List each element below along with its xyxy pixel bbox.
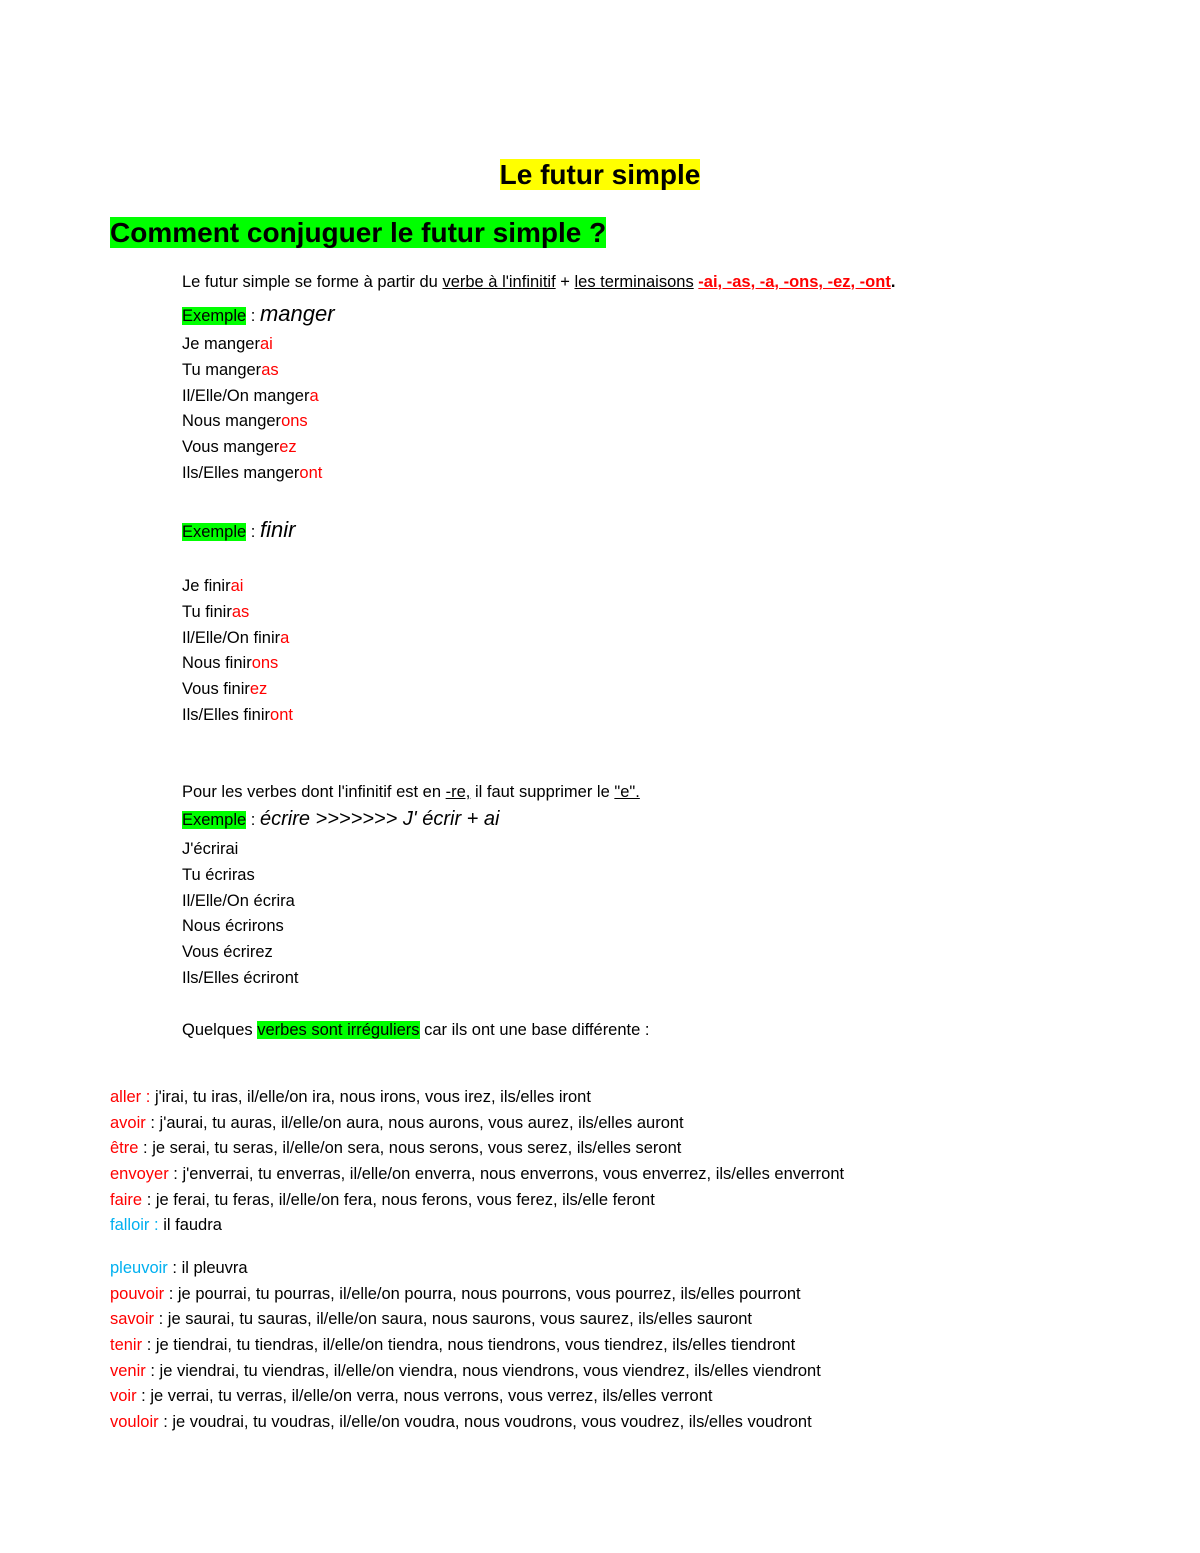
conjugation-row: [182, 436, 297, 458]
conjugation-row: Tu écriras: [182, 866, 255, 884]
conjugation-row: [182, 410, 308, 432]
irregular-verb-row: [110, 1086, 591, 1108]
conjugation-row: [182, 462, 322, 484]
irregular-verb-row: [110, 1334, 795, 1356]
irregular-forms: il faudra: [163, 1216, 222, 1234]
example-manger-heading: [182, 303, 335, 327]
irregular-verb: pleuvoir: [110, 1259, 168, 1277]
conjugation-stem: Je finir: [182, 577, 231, 595]
conjugation-stem: Il/Elle/On finir: [182, 629, 281, 647]
irregular-verb: voir: [110, 1387, 137, 1405]
irregular-forms: j'aurai, tu auras, il/elle/on aura, nous aurons, vous aurez, ils/elles auront: [159, 1114, 684, 1132]
conjugation-ending: ons: [251, 654, 279, 672]
conjugation-stem: Je manger: [182, 335, 260, 353]
irregular-sep: :: [149, 1216, 164, 1234]
irregular-verb-row: [110, 1283, 801, 1305]
conjugation-ending: ont: [299, 464, 323, 482]
irregular-forms: je serai, tu seras, il/elle/on sera, nous serons, vous serez, ils/elles seront: [152, 1139, 682, 1157]
irregular-verb: aller: [110, 1088, 142, 1106]
conjugation-stem: Tu manger: [182, 361, 262, 379]
conjugation-row: [182, 333, 273, 355]
irregular-verb-row: [110, 1360, 821, 1382]
example-ecrire-heading: [182, 808, 499, 831]
conjugation-row: [182, 575, 243, 597]
conjugation-row: Vous écrirez: [182, 943, 273, 961]
irregular-sep: :: [136, 1387, 151, 1405]
conjugation-row: [182, 627, 289, 649]
example-finir-heading: [182, 519, 295, 543]
example-label: Exemple: [182, 307, 247, 325]
rule-paragraph: [182, 271, 895, 293]
irregular-verb: savoir: [110, 1310, 155, 1328]
conjugation-stem: Tu finir: [182, 603, 232, 621]
irregular-intro-text-3: car ils ont une base différente :: [419, 1021, 650, 1039]
irregular-verb: pouvoir: [110, 1285, 165, 1303]
irregular-sep: :: [167, 1259, 182, 1277]
irregular-sep: :: [141, 1088, 155, 1106]
conjugation-ending: ez: [249, 680, 268, 698]
irregular-sep: :: [142, 1336, 156, 1354]
conjugation-ending: ons: [281, 412, 308, 430]
irregular-forms: je voudrai, tu voudras, il/elle/on voudra, nous voudrons, vous voudrez, ils/elles voudront: [172, 1413, 812, 1431]
irregular-verb: avoir: [110, 1114, 146, 1132]
conjugation-row: [182, 652, 278, 674]
irregular-forms: j'enverrai, tu enverras, il/elle/on enverra, nous enverrons, vous enverrez, ils/elles enverront: [182, 1165, 845, 1183]
irregular-forms: je viendrai, tu viendras, il/elle/on viendra, nous viendrons, vous viendrez, ils/elles viendront: [159, 1362, 821, 1380]
conjugation-ending: a: [309, 387, 319, 405]
irregular-forms: je verrai, tu verras, il/elle/on verra, nous verrons, vous verrez, ils/elles verront: [150, 1387, 713, 1405]
section-heading: [110, 214, 606, 252]
conjugation-ending: a: [280, 629, 290, 647]
irregular-sep: :: [158, 1413, 173, 1431]
re-rule-text-3: il faut supprimer le: [470, 783, 615, 801]
section-heading-text: Comment conjuguer le futur simple ?: [110, 217, 607, 248]
irregular-sep: :: [164, 1285, 178, 1303]
page-title-text: Le futur simple: [499, 159, 701, 190]
example-sep: :: [246, 811, 260, 829]
conjugation-ending: as: [231, 603, 250, 621]
conjugation-stem: Ils/Elles finir: [182, 706, 271, 724]
irregular-sep: :: [142, 1191, 156, 1209]
irregular-verb: tenir: [110, 1336, 143, 1354]
irregular-forms: je pourrai, tu pourras, il/elle/on pourra, nous pourrons, vous pourrez, ils/elles pourront: [177, 1285, 801, 1303]
irregular-verb: envoyer: [110, 1165, 169, 1183]
irregular-sep: :: [154, 1310, 168, 1328]
irregular-verb: venir: [110, 1362, 146, 1380]
re-rule-letter: "e".: [614, 783, 640, 801]
conjugation-stem: Nous manger: [182, 412, 282, 430]
conjugation-row: Nous écrirons: [182, 917, 284, 935]
rule-infinitive: verbe à l'infinitif: [442, 273, 556, 291]
irregular-verb-row: [110, 1385, 713, 1407]
conjugation-row: [182, 704, 293, 726]
rule-endings: -ai, -as, -a, -ons, -ez, -ont: [698, 273, 891, 291]
conjugation-row: [182, 678, 267, 700]
rule-text-1: Le futur simple se forme à partir du: [182, 273, 443, 291]
irregular-forms: je ferai, tu feras, il/elle/on fera, nous ferons, vous ferez, ils/elle feront: [155, 1191, 655, 1209]
example-verb-manger: manger: [259, 301, 335, 326]
irregular-sep: :: [145, 1114, 160, 1132]
rule-endings-label: les terminaisons: [574, 273, 694, 291]
conjugation-ending: ont: [270, 706, 293, 724]
conjugation-ending: as: [261, 361, 279, 379]
irregular-verb: falloir: [110, 1216, 150, 1234]
irregular-sep: :: [138, 1139, 153, 1157]
conjugation-row: Il/Elle/On écrira: [182, 892, 295, 910]
conjugation-stem: Vous manger: [182, 438, 280, 456]
example-verb-ecrire: écrire >>>>>>> J' écrir + ai: [259, 808, 500, 830]
irregular-sep: :: [145, 1362, 160, 1380]
conjugation-ending: ai: [259, 335, 273, 353]
irregular-forms: je tiendrai, tu tiendras, il/elle/on tiendra, nous tiendrons, vous tiendrez, ils/elles tiendront: [155, 1336, 796, 1354]
conjugation-ending: ez: [279, 438, 297, 456]
conjugation-stem: Il/Elle/On manger: [182, 387, 310, 405]
irregular-verb-row: [110, 1308, 752, 1330]
irregular-verb: faire: [110, 1191, 143, 1209]
conjugation-row: Ils/Elles écriront: [182, 969, 299, 987]
irregular-verb-row: [110, 1214, 222, 1236]
rule-text-3: +: [555, 273, 575, 291]
irregular-forms: je saurai, tu sauras, il/elle/on saura, nous saurons, vous saurez, ils/elles sauront: [167, 1310, 753, 1328]
irregular-intro-text-1: Quelques: [182, 1021, 258, 1039]
conjugation-row: [182, 601, 249, 623]
example-sep: :: [246, 523, 260, 541]
example-label: Exemple: [182, 811, 247, 829]
conjugation-row: J'écrirai: [182, 840, 239, 858]
example-label: Exemple: [182, 523, 247, 541]
conjugation-stem: Ils/Elles manger: [182, 464, 300, 482]
irregular-verb-row: [110, 1163, 844, 1185]
conjugation-ending: ai: [230, 577, 244, 595]
page-title: [0, 156, 1200, 194]
conjugation-stem: Vous finir: [182, 680, 250, 698]
re-rule-ending: -re,: [445, 783, 471, 801]
irregular-verb-row: [110, 1257, 248, 1279]
re-rule-text-1: Pour les verbes dont l'infinitif est en: [182, 783, 446, 801]
conjugation-row: [182, 385, 319, 407]
irregular-verb: être: [110, 1139, 139, 1157]
example-sep: :: [246, 307, 260, 325]
irregular-verb-row: [110, 1137, 681, 1159]
conjugation-stem: Nous finir: [182, 654, 252, 672]
rule-period: .: [890, 273, 896, 291]
re-rule-paragraph: [182, 781, 640, 803]
irregular-intro-highlight: verbes sont irréguliers: [257, 1021, 420, 1039]
irregular-verb-row: [110, 1189, 655, 1211]
irregular-verb-row: [110, 1411, 812, 1433]
irregular-sep: :: [168, 1165, 183, 1183]
irregular-verb-row: [110, 1112, 684, 1134]
conjugation-row: [182, 359, 279, 381]
irregular-verb: vouloir: [110, 1413, 159, 1431]
irregular-intro: [182, 1019, 649, 1041]
irregular-forms: j'irai, tu iras, il/elle/on ira, nous irons, vous irez, ils/elles iront: [154, 1088, 591, 1106]
example-verb-finir: finir: [259, 517, 296, 542]
irregular-forms: il pleuvra: [181, 1259, 248, 1277]
